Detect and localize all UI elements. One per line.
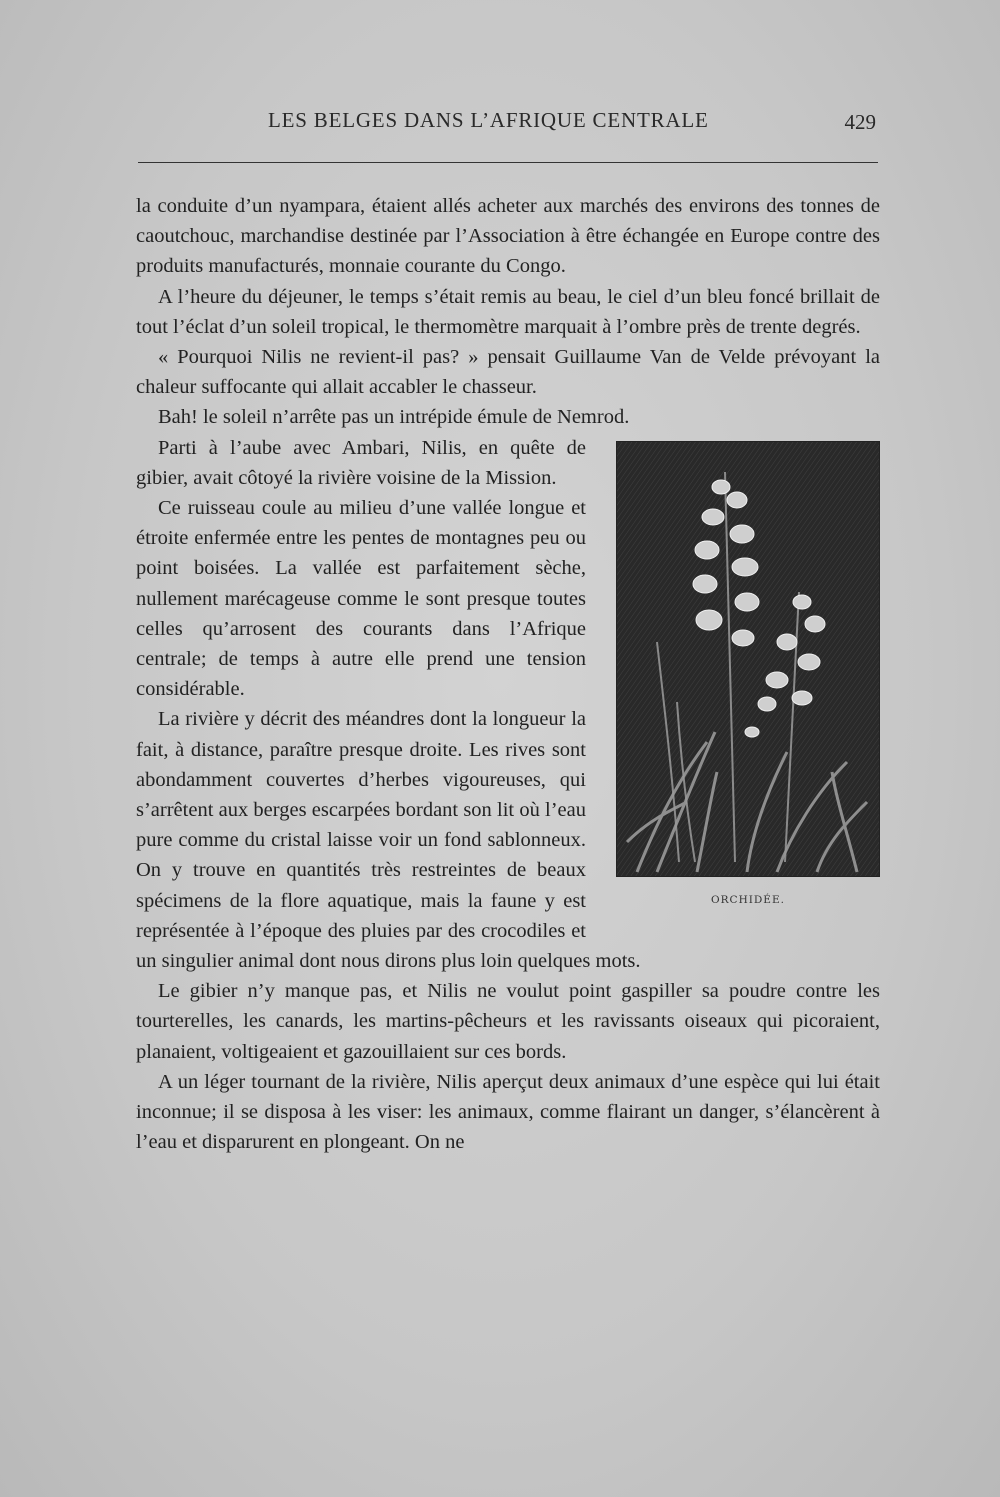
running-title: LES BELGES DANS L’AFRIQUE CENTRALE xyxy=(268,108,709,132)
figure-caption: ORCHIDÉE. xyxy=(711,893,785,906)
paragraph: A l’heure du déjeuner, le temps s’était remis au beau, le ciel d’un bleu foncé brillait de tout l’éclat d’un soleil tropical, le thermomètre marquait à l’ombre près de trente degrés. xyxy=(136,285,880,338)
figure xyxy=(616,441,880,915)
paragraph: « Pourquoi Nilis ne revient-il pas? » pensait Guillaume Van de Velde prévoyant la chaleur suffocante qui allait accabler le chasseur. xyxy=(136,346,880,399)
paragraph: La rivière y décrit des méandres dont la longueur la fait, à distance, paraître presque droite. Les rives sont abondamment couvertes d’herbes vigoureuses, qui s’arrêtent aux berges escarpées bordant son lit où l’eau pure comme du cristal laisse voir un fond sablonneux. On y trouve en quantités très restreintes de beaux spécimens de la flore aquatique, mais la faune y est représentée à l’époque des pluies par des crocodiles et un singulier animal dont nous dirons plus loin quelques mots. xyxy=(136,708,641,973)
orchid-engraving-icon xyxy=(616,441,880,877)
paragraph: Ce ruisseau coule au milieu d’une vallée longue et étroite enfermée entre les pentes de montagnes peu ou point boisées. La vallée est parfaitement sèche, nullement marécageuse comme le sont presque toutes celles qu’arrosent des courants dans l’Afrique centrale; de temps à autre elle prend une tension considérable. xyxy=(136,497,586,701)
paragraph: A un léger tournant de la rivière, Nilis aperçut deux animaux d’une espèce qui lui était inconnue; il se disposa à les viser: les animaux, comme flairant un danger, s’élancèrent à l’eau et disparurent en plongeant. On ne xyxy=(136,1070,880,1154)
page-number: 429 xyxy=(844,110,876,134)
body-text xyxy=(136,191,880,1158)
paragraph: Parti à l’aube avec Ambari, Nilis, en quête de gibier, avait côtoyé la rivière voisine de la Mission. xyxy=(136,436,586,489)
paragraph: Bah! le soleil n’arrête pas un intrépide émule de Nemrod. xyxy=(158,406,630,429)
header-rule xyxy=(138,162,878,163)
paragraph: la conduite d’un nyampara, étaient allés acheter aux marchés des environs des tonnes de caoutchouc, marchandise destinée par l’Association à être échangée en Europe contre des produits manufacturés, monnaie courante du Congo. xyxy=(136,195,880,278)
paragraph: Le gibier n’y manque pas, et Nilis ne voulut point gaspiller sa poudre contre les tourterelles, les canards, les martins-pêcheurs et les ravissants oiseaux qui picoraient, planaient, voltigeaient et gazouillaient sur ces bords. xyxy=(136,980,880,1063)
running-head xyxy=(140,108,880,142)
